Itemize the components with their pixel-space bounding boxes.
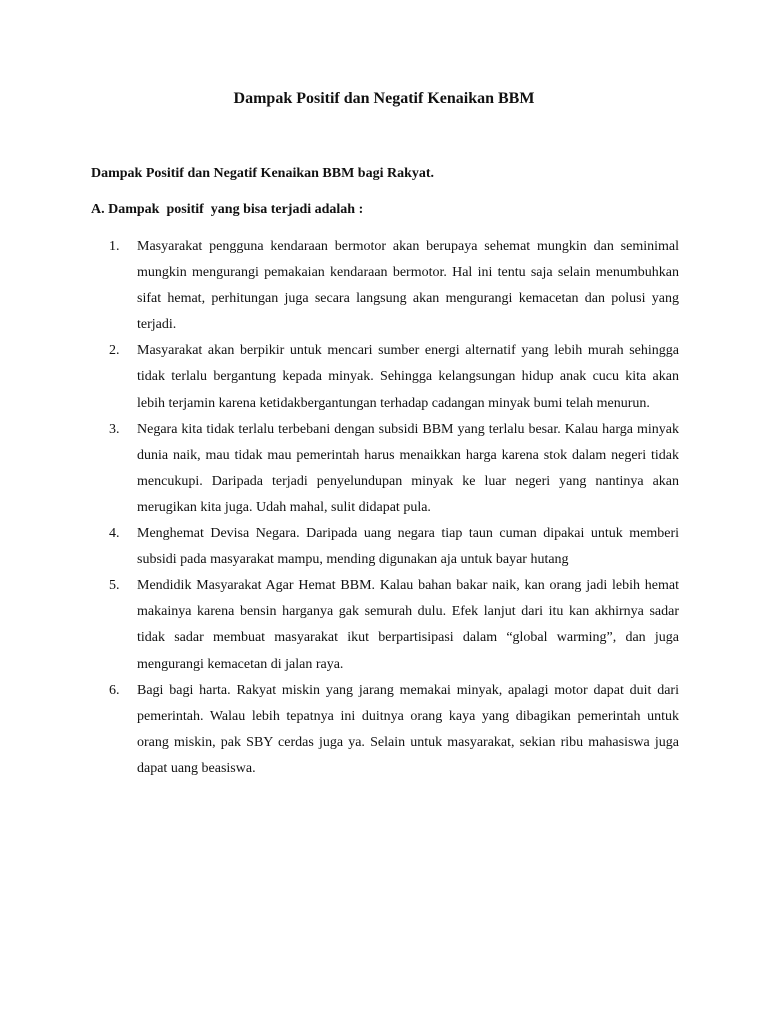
numbered-list — [109, 234, 679, 782]
sub-heading: A. Dampak positif yang bisa terjadi adalah : — [91, 202, 364, 217]
section-heading: Dampak Positif dan Negatif Kenaikan BBM bagi Rakyat. — [91, 166, 435, 181]
list-item-text: Menghemat Devisa Negara. Daripada uang negara tiap taun cuman dipakai untuk memberi subsidi pada masyarakat mampu, mending digunakan aja untuk bayar hutang — [137, 526, 679, 568]
list-item-number: 6. — [109, 682, 120, 698]
list-item-text: Masyarakat pengguna kendaraan bermotor akan berupaya sehemat mungkin dan seminimal mungkin mengurangi pemakaian kendaraan bermotor. Hal ini tentu saja selain menumbuhkan sifat hemat, perhitungan juga secara langsung akan mengurangi kemacetan dan polusi yang terjadi. — [137, 239, 679, 333]
list-item — [109, 338, 679, 416]
list-item-text: Mendidik Masyarakat Agar Hemat BBM. Kalau bahan bakar naik, kan orang jadi lebih hemat makainya karena bensin harganya gak semurah dulu. Efek lanjut dari itu kan akhirnya sadar tidak sadar membuat masyarakat ikut berpartisipasi dalam “global warming”, dan juga mengurangi kemacetan di jalan raya. — [137, 578, 679, 672]
list-item-text: Masyarakat akan berpikir untuk mencari sumber energi alternatif yang lebih murah sehingga tidak terlalu bergantung kepada minyak. Sehingga kelangsungan hidup anak cucu kita akan lebih terjamin karena ketidakbergantungan terhadap cadangan minyak bumi telah menurun. — [137, 343, 679, 411]
list-item-number: 5. — [109, 578, 120, 594]
list-item — [109, 678, 679, 782]
list-item-text: Bagi bagi harta. Rakyat miskin yang jarang memakai minyak, apalagi motor dapat duit dari pemerintah. Walau lebih tepatnya ini duitnya orang kaya yang dibagikan pemerintah untuk orang miskin, pak SBY cerdas juga ya. Selain untuk masyarakat, sekian ribu mahasiswa juga dapat uang beasiswa. — [137, 682, 679, 776]
list-item-number: 2. — [109, 343, 120, 359]
list-item-number: 3. — [109, 421, 120, 437]
list-item — [109, 573, 679, 677]
list-item — [109, 521, 679, 573]
list-item-text: Negara kita tidak terlalu terbebani dengan subsidi BBM yang terlalu besar. Kalau harga minyak dunia naik, mau tidak mau pemerintah harus menaikkan harga karena stok dalam negeri tidak mencukupi. Daripada terjadi penyelundupan minyak ke luar negeri yang nantinya akan merugikan kita juga. Udah mahal, sulit didapat pula. — [137, 421, 679, 515]
document-title: Dampak Positif dan Negatif Kenaikan BBM — [233, 90, 535, 107]
list-item — [109, 417, 679, 521]
list-item-number: 1. — [109, 239, 120, 254]
list-item — [109, 234, 679, 338]
list-item-number: 4. — [109, 526, 120, 542]
